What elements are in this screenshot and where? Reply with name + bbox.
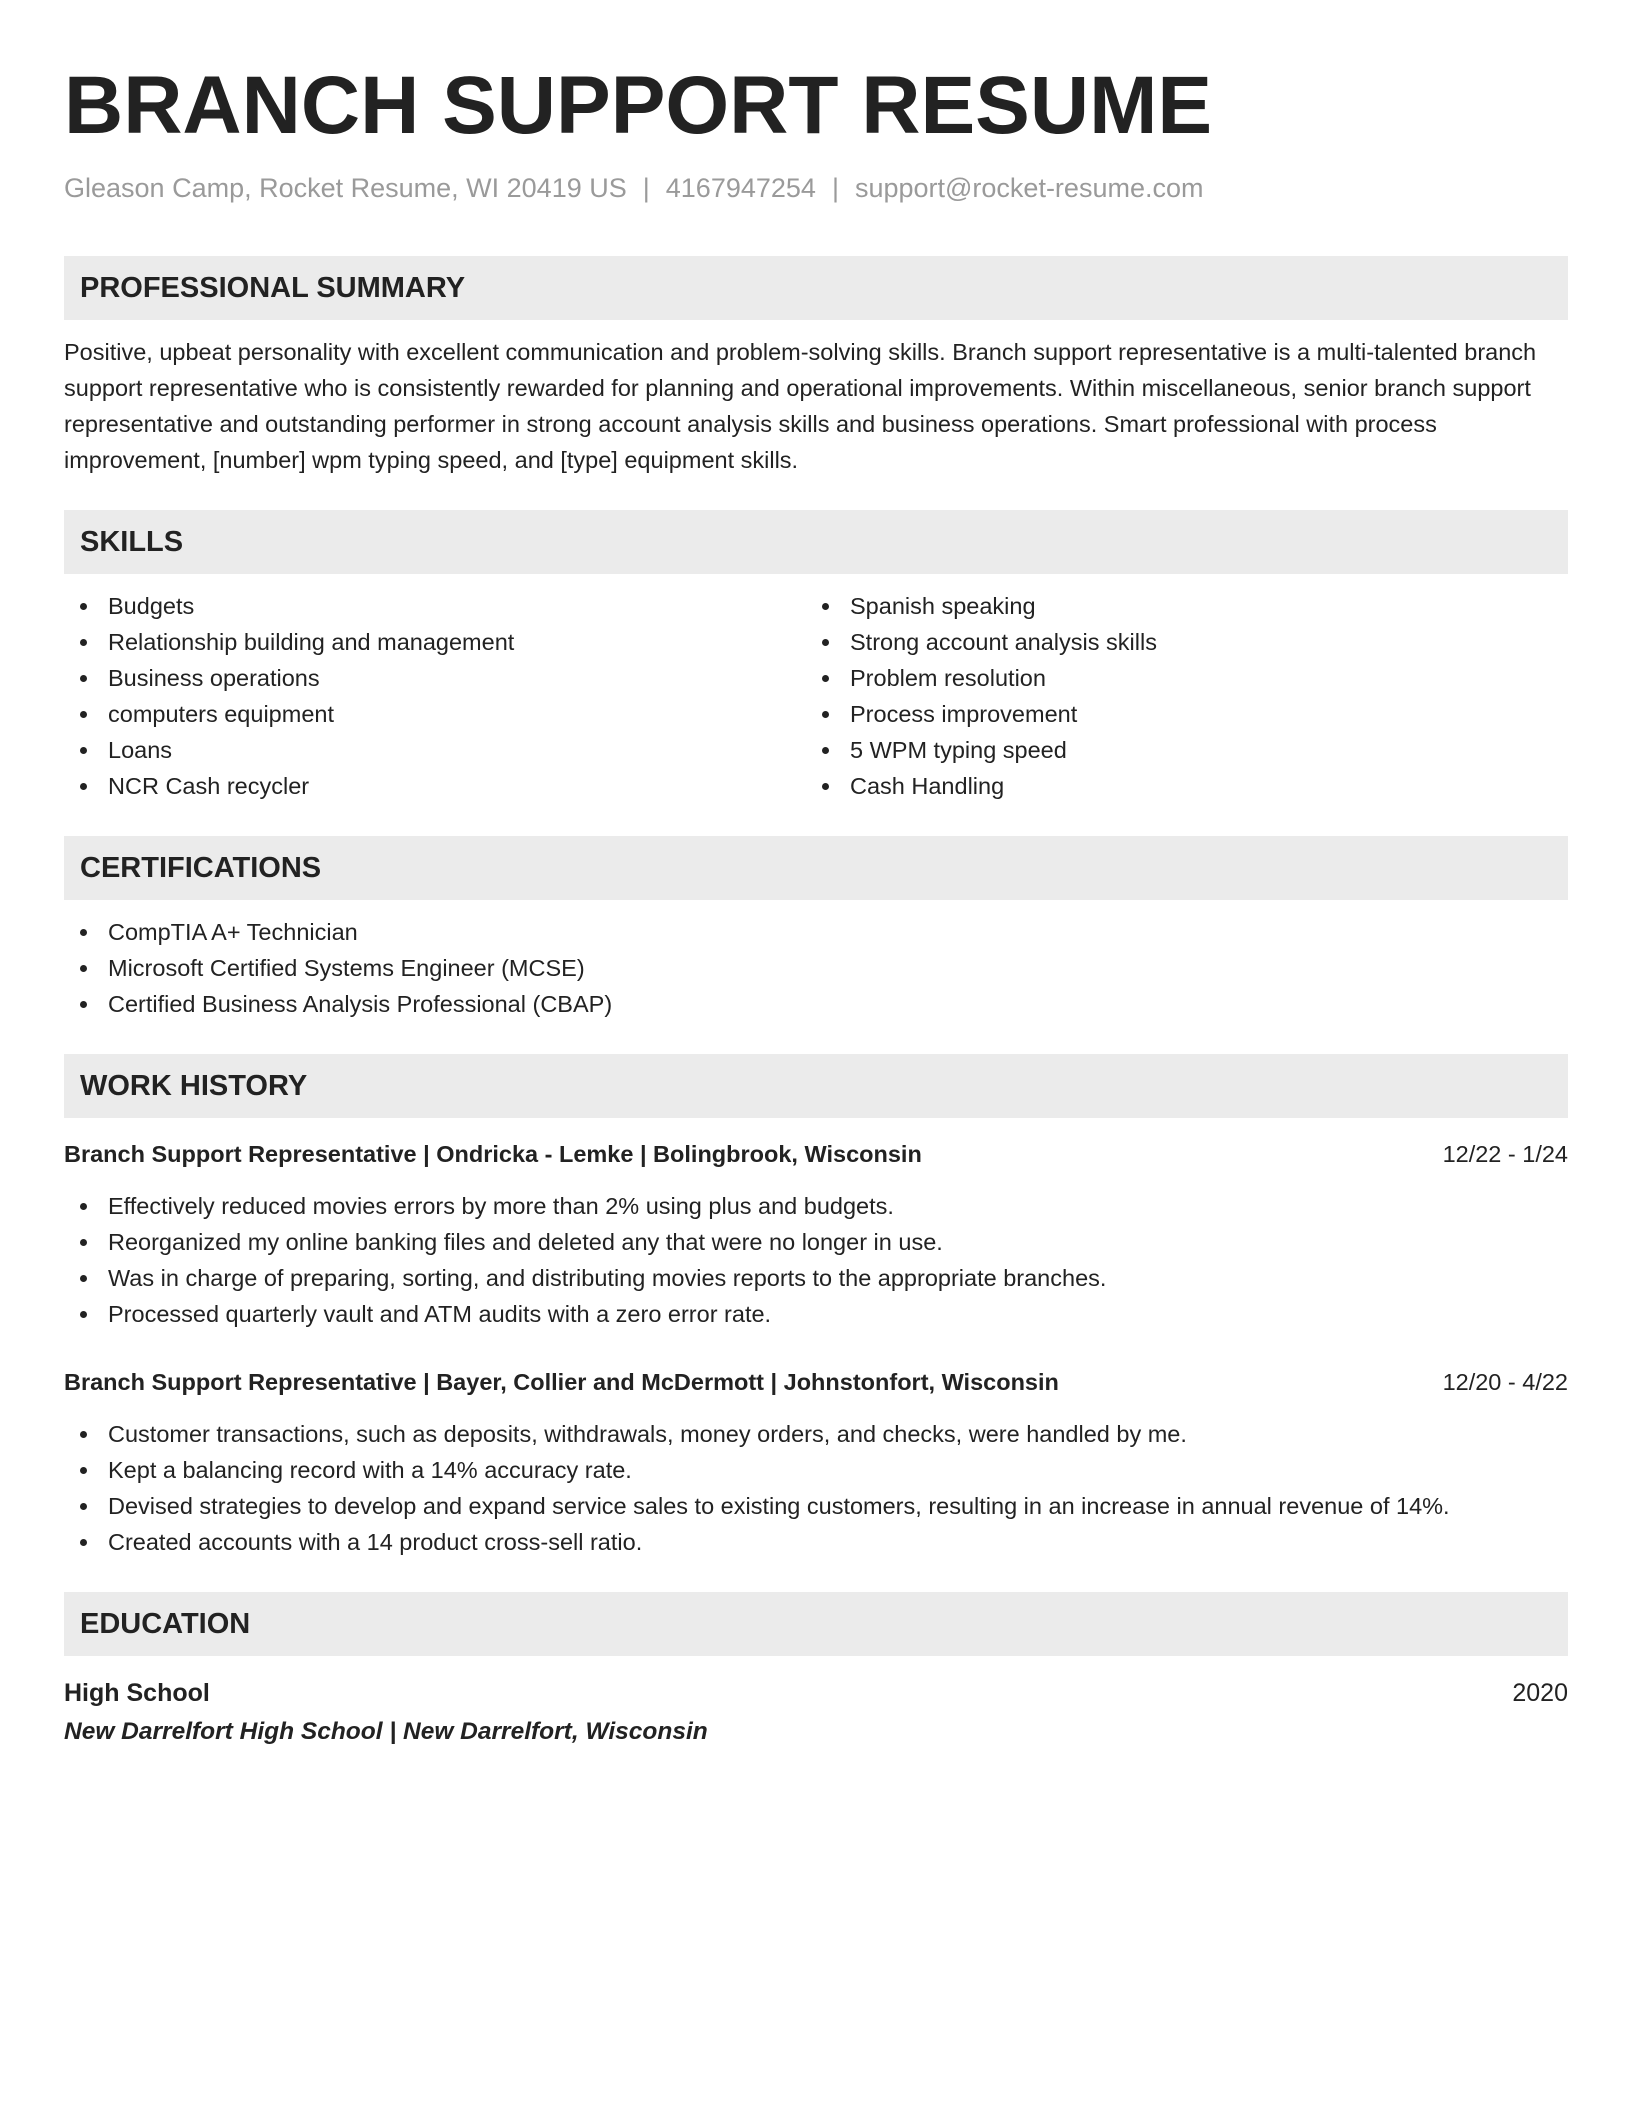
job-heading: Branch Support Representative | Ondricka - Lemke | Bolingbrook, Wisconsin — [64, 1141, 922, 1167]
skill-item: Spanish speaking — [806, 588, 1548, 624]
section-header-certifications: CERTIFICATIONS — [64, 836, 1568, 900]
job-dates: 12/20 - 4/22 — [1442, 1369, 1568, 1395]
job-bullet: Kept a balancing record with a 14% accuracy rate. — [64, 1452, 1568, 1488]
job-bullet: Processed quarterly vault and ATM audits with a zero error rate. — [64, 1296, 1568, 1332]
job-heading: Branch Support Representative | Bayer, Collier and McDermott | Johnstonfort, Wisconsin — [64, 1369, 1059, 1395]
skill-item: Business operations — [64, 660, 806, 696]
job-bullet: Customer transactions, such as deposits, withdrawals, money orders, and checks, were handled by me. — [64, 1416, 1568, 1452]
job-bullets — [64, 1188, 1568, 1332]
skill-item: Budgets — [64, 588, 806, 624]
skills-list — [64, 588, 1568, 804]
section-header-education: EDUCATION — [64, 1592, 1568, 1656]
skill-item: 5 WPM typing speed — [806, 732, 1548, 768]
skills-column-left — [64, 588, 806, 804]
section-header-work-history: WORK HISTORY — [64, 1054, 1568, 1118]
skill-item: Strong account analysis skills — [806, 624, 1548, 660]
contact-separator: | — [642, 173, 650, 203]
skill-item: Loans — [64, 732, 806, 768]
certifications-list — [64, 914, 1568, 1022]
skill-item: computers equipment — [64, 696, 806, 732]
job-entry — [64, 1364, 1568, 1560]
contact-address: Gleason Camp, Rocket Resume, WI 20419 US — [64, 173, 627, 203]
education-row — [64, 1674, 1568, 1712]
job-bullet: Was in charge of preparing, sorting, and distributing movies reports to the appropriate branches. — [64, 1260, 1568, 1296]
education-school: New Darrelfort High School | New Darrelfort, Wisconsin — [64, 1718, 708, 1745]
skills-column-right — [806, 588, 1548, 804]
job-entry — [64, 1136, 1568, 1332]
contact-line — [64, 170, 1568, 206]
contact-email: support@rocket-resume.com — [854, 173, 1204, 203]
job-bullet: Devised strategies to develop and expand service sales to existing customers, resulting in an increase in annual revenue of 14%. — [64, 1488, 1568, 1524]
skill-item: Cash Handling — [806, 768, 1548, 804]
job-heading-row — [64, 1136, 1568, 1172]
job-bullet: Reorganized my online banking files and deleted any that were no longer in use. — [64, 1224, 1568, 1260]
job-dates: 12/22 - 1/24 — [1442, 1141, 1568, 1167]
skill-item: Process improvement — [806, 696, 1548, 732]
education-degree: High School — [64, 1679, 210, 1707]
education-year: 2020 — [1512, 1679, 1568, 1707]
contact-phone: 4167947254 — [665, 173, 816, 203]
skill-item: Problem resolution — [806, 660, 1548, 696]
section-header-skills: SKILLS — [64, 510, 1568, 574]
education-entry — [64, 1674, 1568, 1752]
section-header-summary: PROFESSIONAL SUMMARY — [64, 256, 1568, 320]
skill-item: Relationship building and management — [64, 624, 806, 660]
skill-item: NCR Cash recycler — [64, 768, 806, 804]
job-heading-row — [64, 1364, 1568, 1400]
job-bullet: Effectively reduced movies errors by more than 2% using plus and budgets. — [64, 1188, 1568, 1224]
summary-text: Positive, upbeat personality with excellent communication and problem-solving skills. Branch support representative is a multi-talented branch support representative who is consistently rewarded for planning and operational improvements. Within miscellaneous, senior branch support representative and outstanding performer in strong account analysis skills and business operations. Smart professional with process improvement, [number] wpm typing speed, and [type] equipment skills. — [64, 339, 1537, 473]
contact-separator: | — [831, 173, 839, 203]
certification-item: Microsoft Certified Systems Engineer (MCSE) — [64, 950, 1568, 986]
certification-item: Certified Business Analysis Professional (CBAP) — [64, 986, 1568, 1022]
certification-item: CompTIA A+ Technician — [64, 914, 1568, 950]
job-bullet: Created accounts with a 14 product cross-sell ratio. — [64, 1524, 1568, 1560]
job-bullets — [64, 1416, 1568, 1560]
resume-title: BRANCH SUPPORT RESUME — [64, 60, 1213, 151]
